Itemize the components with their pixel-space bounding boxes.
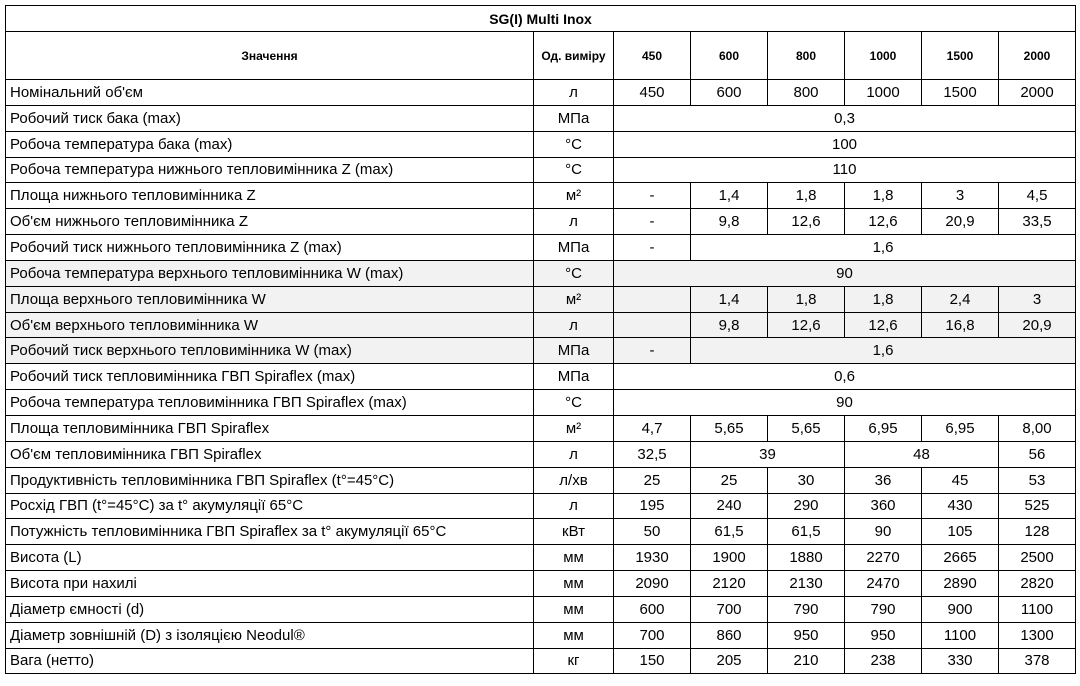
row-label: Робочий тиск бака (max) (6, 105, 534, 131)
value-cell: 950 (768, 622, 845, 648)
row-unit: мм (534, 622, 614, 648)
row-unit: МПа (534, 235, 614, 261)
table-row (6, 105, 1076, 131)
value-cell: 238 (845, 648, 922, 674)
table-row (6, 493, 1076, 519)
table-row (6, 364, 1076, 390)
value-cell: 0,6 (614, 364, 1076, 390)
value-cell: 1900 (691, 545, 768, 571)
value-cell: 5,65 (691, 415, 768, 441)
row-unit: л (534, 312, 614, 338)
row-unit: мм (534, 596, 614, 622)
row-label: Діаметр зовнішній (D) з ізоляцією Neodul® (6, 622, 534, 648)
value-cell: 290 (768, 493, 845, 519)
value-cell: 1100 (922, 622, 999, 648)
value-cell: 790 (845, 596, 922, 622)
value-cell: 2820 (999, 571, 1076, 597)
value-cell: 378 (999, 648, 1076, 674)
table-row (6, 648, 1076, 674)
row-label: Вага (нетто) (6, 648, 534, 674)
row-unit: л (534, 80, 614, 106)
row-label: Робочий тиск тепловимінника ГВП Spiraflex (max) (6, 364, 534, 390)
row-label: Потужність тепловимінника ГВП Spiraflex за t° акумуляції 65°C (6, 519, 534, 545)
value-cell: 9,8 (691, 312, 768, 338)
row-label: Діаметр ємності (d) (6, 596, 534, 622)
value-cell: 48 (845, 441, 999, 467)
row-label: Росхід ГВП (t°=45°C) за t° акумуляції 65°C (6, 493, 534, 519)
table-row (6, 519, 1076, 545)
table-row (6, 415, 1076, 441)
value-cell: 900 (922, 596, 999, 622)
row-label: Продуктивність тепловимінника ГВП Spiraflex (t°=45°C) (6, 467, 534, 493)
value-cell: 205 (691, 648, 768, 674)
header-unit: Од. виміру (534, 32, 614, 80)
value-cell: 1100 (999, 596, 1076, 622)
value-cell: 4,7 (614, 415, 691, 441)
value-cell: 790 (768, 596, 845, 622)
row-label: Об'єм нижнього тепловимінника Z (6, 209, 534, 235)
table-row (6, 312, 1076, 338)
row-label: Площа верхнього тепловимінника W (6, 286, 534, 312)
value-cell: 1000 (845, 80, 922, 106)
row-unit: °C (534, 157, 614, 183)
table-row (6, 209, 1076, 235)
row-label: Площа тепловимінника ГВП Spiraflex (6, 415, 534, 441)
table-row (6, 571, 1076, 597)
row-label: Робоча температура тепловимінника ГВП Spiraflex (max) (6, 390, 534, 416)
value-cell: - (614, 338, 691, 364)
value-cell: 20,9 (922, 209, 999, 235)
table-row (6, 260, 1076, 286)
header-model: 1000 (845, 32, 922, 80)
value-cell: 600 (691, 80, 768, 106)
value-cell: 600 (614, 596, 691, 622)
value-cell: 20,9 (999, 312, 1076, 338)
header-model: 2000 (999, 32, 1076, 80)
row-unit: м² (534, 183, 614, 209)
value-cell: 1,4 (691, 183, 768, 209)
value-cell: 61,5 (768, 519, 845, 545)
header-model: 1500 (922, 32, 999, 80)
value-cell: 30 (768, 467, 845, 493)
value-cell: 210 (768, 648, 845, 674)
row-unit: кВт (534, 519, 614, 545)
row-label: Робочий тиск нижнього тепловимінника Z (max) (6, 235, 534, 261)
value-cell: 2500 (999, 545, 1076, 571)
value-cell: 2120 (691, 571, 768, 597)
value-cell: 430 (922, 493, 999, 519)
value-cell: 2470 (845, 571, 922, 597)
value-cell: 90 (845, 519, 922, 545)
value-cell: 50 (614, 519, 691, 545)
value-cell: 12,6 (845, 312, 922, 338)
value-cell: 36 (845, 467, 922, 493)
row-unit: МПа (534, 338, 614, 364)
value-cell: 90 (614, 390, 1076, 416)
value-cell: 150 (614, 648, 691, 674)
row-unit: л (534, 493, 614, 519)
row-unit: л (534, 441, 614, 467)
value-cell: 1,6 (691, 235, 1076, 261)
header-model: 600 (691, 32, 768, 80)
value-cell: 61,5 (691, 519, 768, 545)
row-unit: л/хв (534, 467, 614, 493)
table-row (6, 441, 1076, 467)
value-cell: 450 (614, 80, 691, 106)
value-cell: 1880 (768, 545, 845, 571)
row-unit: МПа (534, 364, 614, 390)
value-cell: 56 (999, 441, 1076, 467)
value-cell: 2,4 (922, 286, 999, 312)
value-cell: - (614, 235, 691, 261)
table-row (6, 467, 1076, 493)
table-row (6, 183, 1076, 209)
value-cell: 32,5 (614, 441, 691, 467)
value-cell: 195 (614, 493, 691, 519)
row-unit: мм (534, 571, 614, 597)
row-unit: °C (534, 390, 614, 416)
value-cell: 2890 (922, 571, 999, 597)
value-cell: - (614, 209, 691, 235)
value-cell: 8,00 (999, 415, 1076, 441)
row-label: Робоча температура нижнього тепловимінника Z (max) (6, 157, 534, 183)
value-cell: 9,8 (691, 209, 768, 235)
header-model: 450 (614, 32, 691, 80)
table-row (6, 80, 1076, 106)
value-cell: 45 (922, 467, 999, 493)
value-cell: 12,6 (768, 209, 845, 235)
spec-table (5, 5, 1076, 674)
row-label: Робоча температура верхнього тепловимінника W (max) (6, 260, 534, 286)
value-cell: 4,5 (999, 183, 1076, 209)
value-cell: 12,6 (768, 312, 845, 338)
value-cell: 6,95 (922, 415, 999, 441)
value-cell: 1,8 (845, 183, 922, 209)
row-unit: л (534, 209, 614, 235)
row-label: Об'єм верхнього тепловимінника W (6, 312, 534, 338)
table-title: SG(I) Multi Inox (6, 6, 1076, 32)
table-row (6, 390, 1076, 416)
value-cell: 2665 (922, 545, 999, 571)
value-cell: 1300 (999, 622, 1076, 648)
row-unit: м² (534, 415, 614, 441)
value-cell: 240 (691, 493, 768, 519)
value-cell: 5,65 (768, 415, 845, 441)
row-label: Висота при нахилі (6, 571, 534, 597)
value-cell: 2000 (999, 80, 1076, 106)
header-row (6, 32, 1076, 80)
row-unit: МПа (534, 105, 614, 131)
value-cell: 1500 (922, 80, 999, 106)
value-cell: 700 (691, 596, 768, 622)
value-cell: 3 (922, 183, 999, 209)
value-cell: 2130 (768, 571, 845, 597)
value-cell (614, 312, 691, 338)
value-cell: 330 (922, 648, 999, 674)
value-cell: 25 (614, 467, 691, 493)
row-label: Номінальний об'єм (6, 80, 534, 106)
table-row (6, 622, 1076, 648)
value-cell: 2270 (845, 545, 922, 571)
value-cell: 128 (999, 519, 1076, 545)
table-row (6, 235, 1076, 261)
value-cell: 1,8 (768, 183, 845, 209)
value-cell: - (614, 183, 691, 209)
table-row (6, 286, 1076, 312)
header-name: Значення (6, 32, 534, 80)
value-cell: 0,3 (614, 105, 1076, 131)
row-label: Робочий тиск верхнього тепловимінника W (max) (6, 338, 534, 364)
value-cell: 105 (922, 519, 999, 545)
row-label: Об'єм тепловимінника ГВП Spiraflex (6, 441, 534, 467)
value-cell: 90 (614, 260, 1076, 286)
value-cell: 1,6 (691, 338, 1076, 364)
value-cell: 700 (614, 622, 691, 648)
value-cell: 950 (845, 622, 922, 648)
value-cell: 39 (691, 441, 845, 467)
value-cell: 100 (614, 131, 1076, 157)
value-cell: 1930 (614, 545, 691, 571)
value-cell: 360 (845, 493, 922, 519)
row-unit: кг (534, 648, 614, 674)
table-row (6, 157, 1076, 183)
value-cell: 2090 (614, 571, 691, 597)
value-cell: 16,8 (922, 312, 999, 338)
value-cell: 53 (999, 467, 1076, 493)
value-cell: 1,4 (691, 286, 768, 312)
row-label: Площа нижнього тепловимінника Z (6, 183, 534, 209)
value-cell: 860 (691, 622, 768, 648)
header-model: 800 (768, 32, 845, 80)
title-row (6, 6, 1076, 32)
row-label: Висота (L) (6, 545, 534, 571)
value-cell: 12,6 (845, 209, 922, 235)
table-row (6, 131, 1076, 157)
row-unit: °C (534, 260, 614, 286)
row-unit: мм (534, 545, 614, 571)
table-row (6, 338, 1076, 364)
value-cell: 110 (614, 157, 1076, 183)
value-cell: 525 (999, 493, 1076, 519)
value-cell (614, 286, 691, 312)
value-cell: 3 (999, 286, 1076, 312)
table-row (6, 596, 1076, 622)
row-unit: °C (534, 131, 614, 157)
value-cell: 25 (691, 467, 768, 493)
row-label: Робоча температура бака (max) (6, 131, 534, 157)
value-cell: 800 (768, 80, 845, 106)
value-cell: 1,8 (845, 286, 922, 312)
value-cell: 6,95 (845, 415, 922, 441)
table-row (6, 545, 1076, 571)
value-cell: 33,5 (999, 209, 1076, 235)
row-unit: м² (534, 286, 614, 312)
value-cell: 1,8 (768, 286, 845, 312)
